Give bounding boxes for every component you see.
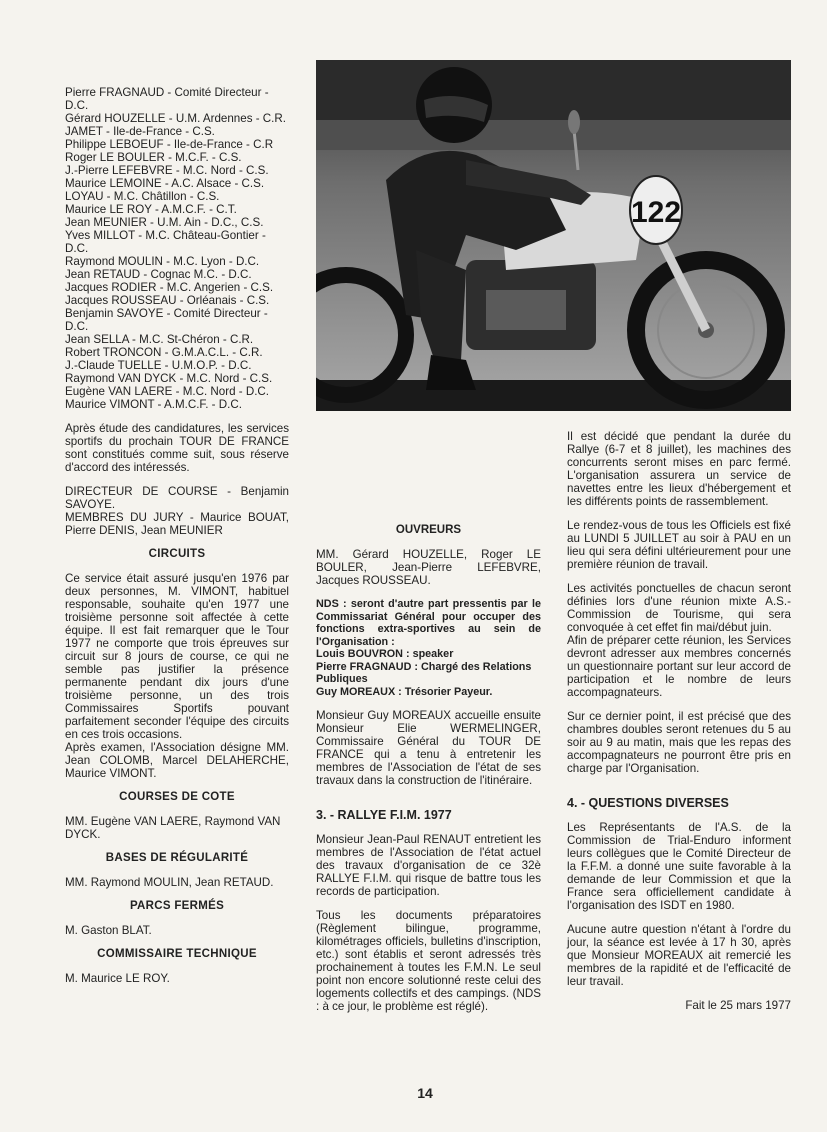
questions-paragraph-1: Les Représentants de l'A.S. de la Commission de Trial-Enduro informent leurs collègues que le Comité Directeur de la F.F.M. a donné une suite favorable à la demande de leur Commission et que la France sera officiellement candidate à l'organisation des ISDT en 1980. [567, 821, 791, 912]
parcs-paragraph: M. Gaston BLAT. [65, 924, 152, 937]
relations-line: Pierre FRAGNAUD : Chargé des Relations Publiques [316, 660, 532, 685]
motorcycle-racer-image [316, 60, 791, 411]
member-line: LOYAU - M.C. Châtillon - C.S. [65, 190, 220, 203]
member-line: Maurice VIMONT - A.M.C.F. - D.C. [65, 398, 242, 411]
member-line: Eugène VAN LAERE - M.C. Nord - D.C. [65, 385, 270, 398]
bases-paragraph: MM. Raymond MOULIN, Jean RETAUD. [65, 876, 274, 889]
member-line: Roger LE BOULER - M.C.F. - C.S. [65, 151, 242, 164]
tresorier-line: Guy MOREAUX : Trésorier Payeur. [316, 685, 493, 698]
motorcycle-photo [316, 60, 791, 411]
circuits-heading: CIRCUITS [148, 548, 206, 560]
plate-number: 122 [630, 196, 682, 229]
member-line: Raymond MOULIN - M.C. Lyon - D.C. [65, 255, 260, 268]
member-line: Raymond VAN DYCK - M.C. Nord - C.S. [65, 372, 273, 385]
rallye-parc-paragraph: Il est décidé que pendant la durée du Rallye (6-7 et 8 juillet), les machines des concurrents seront mises en parc fermé. L'organisation assurera un service de navettes entre les lieux d'hébergement et les différents points de rassemblement. [567, 430, 791, 508]
questions-paragraph-2: Aucune autre question n'étant à l'ordre du jour, la séance est levée à 17 h 30, après que Monsieur MOREAUX ait remercié les membres de la rapidité et de l'efficacité de leur travail. [567, 923, 791, 988]
middle-column [316, 524, 541, 1013]
member-line: J.-Pierre LEFEBVRE - M.C. Nord - C.S. [65, 164, 269, 177]
member-line: Jean MEUNIER - U.M. Ain - D.C., C.S. [65, 216, 264, 229]
bases-heading: BASES DE RÉGULARITÉ [105, 852, 249, 864]
page-number: 14 [417, 1085, 433, 1101]
questionnaire-paragraph: Afin de préparer cette réunion, les Services devront adresser aux membres concernés un questionnaire portant sur leur accord de participation et le nombre de leurs accompagnateurs. [567, 634, 791, 699]
intro-paragraph: Après étude des candidatures, les services sportifs du prochain TOUR DE FRANCE sont constitués comme suit, sous réserve d'accord des intéressés. [65, 422, 289, 474]
member-line: Jean RETAUD - Cognac M.C. - D.C. [65, 268, 252, 281]
member-line: Yves MILLOT - M.C. Château-Gontier - D.C. [65, 229, 266, 255]
member-line: Robert TRONCON - G.M.A.C.L. - C.R. [65, 346, 263, 359]
jury-paragraph: MEMBRES DU JURY - Maurice BOUAT, Pierre DENIS, Jean MEUNIER [65, 511, 289, 537]
cote-heading: COURSES DE COTE [119, 791, 235, 803]
chambres-paragraph: Sur ce dernier point, il est précisé que des chambres doubles seront retenues du 5 au soir au 9 au matin, mais que les repas des accompagnateurs ne pourront être pris en charge par l'Organisation. [567, 710, 791, 775]
ouvreurs-paragraph: MM. Gérard HOUZELLE, Roger LE BOULER, Jean-Pierre LEFEBVRE, Jacques ROUSSEAU. [316, 548, 541, 587]
right-column [567, 430, 791, 1012]
member-line: JAMET - Ile-de-France - C.S. [65, 125, 215, 138]
member-line: Gérard HOUZELLE - U.M. Ardennes - C.R. [65, 112, 286, 125]
member-line: Maurice LE ROY - A.M.C.F. - C.T. [65, 203, 237, 216]
circuits-paragraph: Ce service était assuré jusqu'en 1976 par deux personnes, M. VIMONT, habituel responsable, souhaite qu'en 1977 une troisième personne soit affectée à cette équipe. Il est fait remarquer que le Tour 1977 ne comporte que trois épreuves sur circuit sur 8 jours de course, ce qui ne semble pas justifier la présence permanente pendant dix jours d'une troisième personne, un des trois Commissaires Sportifs pouvant parfaitement seconder l'équipe des circuits en ces trois occasions. [65, 572, 289, 741]
nds-paragraph: NDS : seront d'autre part pressentis par le Commissariat Général pour occuper des fonctions extra-sportives au sein de l'Organisation : [316, 598, 541, 648]
member-line: J.-Claude TUELLE - U.M.O.P. - D.C. [65, 359, 252, 372]
rallye-paragraph-1: Monsieur Jean-Paul RENAUT entretient les membres de l'Association de l'état actuel des travaux d'organisation de ce 32è RALLYE F.I.M. qui risque de battre tous les records de participation. [316, 833, 541, 898]
speaker-line: Louis BOUVRON : speaker [316, 648, 454, 660]
rallye-paragraph-2: Tous les documents préparatoires (Règlement bilingue, programme, kilométrages officiels, bulletins d'inscription, etc.) sont établis et seront adressés très prochainement à toutes les F.M.N. Le seul point non encore solutionné reste celui des logements collectifs et des campings. (NDS : à ce jour, le problème est réglé). [316, 909, 541, 1013]
member-line: Pierre FRAGNAUD - Comité Directeur - D.C. [65, 86, 269, 112]
tech-paragraph: M. Maurice LE ROY. [65, 972, 170, 985]
rallye-heading: 3. - RALLYE F.I.M. 1977 [316, 808, 452, 822]
circuits-paragraph-2: Après examen, l'Association désigne MM. Jean COLOMB, Marcel DELAHERCHE, Maurice VIMONT. [65, 741, 289, 780]
signoff-date: Fait le 25 mars 1977 [685, 999, 791, 1012]
member-line: Jean SELLA - M.C. St-Chéron - C.R. [65, 333, 254, 346]
member-line: Philippe LEBOEUF - Ile-de-France - C.R [65, 138, 274, 151]
ouvreurs-heading: OUVREURS [395, 524, 462, 536]
cote-paragraph: MM. Eugène VAN LAERE, Raymond VAN DYCK. [65, 815, 281, 841]
left-column [65, 86, 289, 985]
member-line: Benjamin SAVOYE - Comité Directeur - D.C. [65, 307, 268, 333]
parcs-heading: PARCS FERMÉS [129, 900, 225, 912]
moreaux-paragraph: Monsieur Guy MOREAUX accueille ensuite Monsieur Elie WERMELINGER, Commissaire Général du TOUR DE FRANCE qui a tenu à entretenir les membres de l'Association de l'état de ses travaux dans la construction de l'itinéraire. [316, 709, 541, 787]
directeur-paragraph: DIRECTEUR DE COURSE - Benjamin SAVOYE. [65, 485, 289, 511]
member-line: Maurice LEMOINE - A.C. Alsace - C.S. [65, 177, 265, 190]
member-line: Jacques RODIER - M.C. Angerien - C.S. [65, 281, 274, 294]
member-line: Jacques ROUSSEAU - Orléanais - C.S. [65, 294, 270, 307]
activities-paragraph: Les activités ponctuelles de chacun seront définies lors d'une réunion mixte A.S.-Commission de Tourisme, qui sera convoquée à cet effet fin mai/début juin. [567, 582, 791, 634]
questions-heading: 4. - QUESTIONS DIVERSES [567, 796, 729, 810]
tech-heading: COMMISSAIRE TECHNIQUE [97, 948, 257, 960]
members-list [65, 86, 289, 411]
rendezvous-paragraph: Le rendez-vous de tous les Officiels est fixé au LUNDI 5 JUILLET au soir à PAU en un lieu qui sera défini ultérieurement pour une première réunion de travail. [567, 519, 791, 571]
